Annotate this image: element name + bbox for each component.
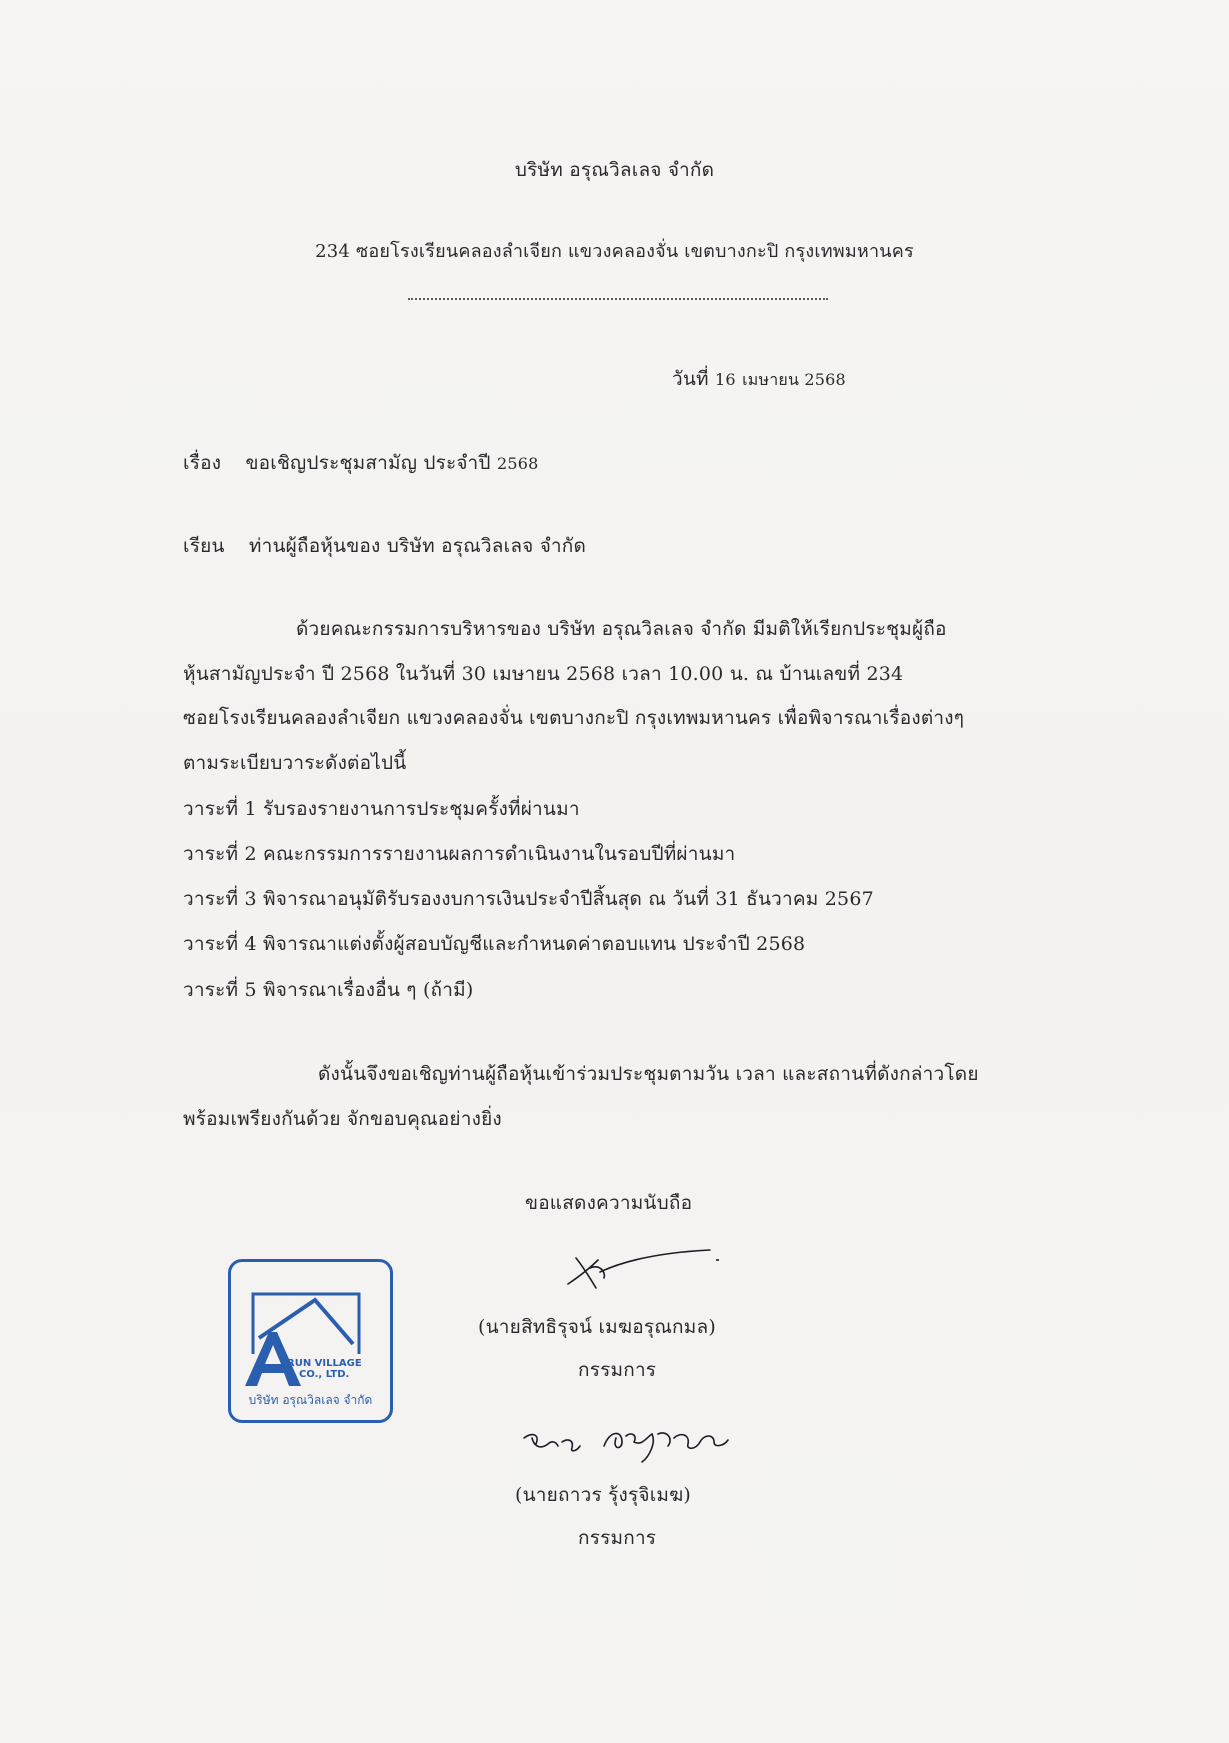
signature-2-image (518, 1416, 758, 1472)
letter-date (672, 366, 846, 393)
subject-year: 2568 (496, 454, 539, 473)
company-stamp (228, 1259, 393, 1423)
body-p1-line-3: ซอยโรงเรียนคลองลำเจียก แขวงคลองจั่น เขตบางกะปิ กรุงเทพมหานคร เพื่อพิจารณาเรื่องต่างๆ (183, 707, 965, 729)
agenda-item: วาระที่ 3 พิจารณาอนุมัติรับรองงบการเงินประจำปีสิ้นสุด ณ วันที่ 31 ธันวาคม 2567 (183, 888, 874, 910)
agenda-item: วาระที่ 2 คณะกรรมการรายงานผลการดำเนินงานในรอบปีที่ผ่านมา (183, 843, 736, 865)
subject-label: เรื่อง (183, 452, 222, 474)
company-name: บริษัท อรุณวิลเลจ จำกัด (514, 159, 715, 181)
date-day: 16 (715, 370, 736, 389)
signature-1-image (560, 1238, 730, 1298)
body-p2-line-1: ดังนั้นจึงขอเชิญท่านผู้ถือหุ้นเข้าร่วมประชุมตามวัน เวลา และสถานที่ดังกล่าวโดย (318, 1063, 979, 1085)
body-p1-line-1: ด้วยคณะกรรมการบริหารของ บริษัท อรุณวิลเลจ จำกัด มีมติให้เรียกประชุมผู้ถือ (296, 618, 947, 640)
agenda-item: วาระที่ 1 รับรองรายงานการประชุมครั้งที่ผ่านมา (183, 798, 580, 820)
body-p2-line-2: พร้อมเพรียงกันด้วย จักขอบคุณอย่างยิ่ง (183, 1108, 502, 1130)
stamp-text-line-2: CO., LTD. (299, 1369, 350, 1380)
signatory-1-title: กรรมการ (578, 1359, 657, 1381)
agenda-item: วาระที่ 5 พิจารณาเรื่องอื่น ๆ (ถ้ามี) (183, 979, 474, 1001)
recipient-text: ท่านผู้ถือหุ้นของ บริษัท อรุณวิลเลจ จำกัด (248, 535, 586, 557)
stamp-thai-name: บริษัท อรุณวิลเลจ จำกัด (248, 1393, 373, 1407)
header-dotted-rule (408, 298, 828, 300)
date-label: วันที่ (672, 368, 709, 390)
signatory-2-title: กรรมการ (578, 1527, 657, 1549)
body-p1-line-2: หุ้นสามัญประจำ ปี 2568 ในวันที่ 30 เมษายน 2568 เวลา 10.00 น. ณ บ้านเลขที่ 234 (183, 663, 904, 685)
subject-text: ขอเชิญประชุมสามัญ ประจำปี (245, 452, 491, 474)
company-address: 234 ซอยโรงเรียนคลองลำเจียก แขวงคลองจั่น เขตบางกะปิ กรุงเทพมหานคร (315, 241, 914, 262)
stamp-text-line-1: RUN VILLAGE (287, 1358, 362, 1369)
signatory-1-name: (นายสิทธิรุจน์ เมฆอรุณกมล) (478, 1316, 716, 1338)
closing-text: ขอแสดงความนับถือ (525, 1192, 693, 1214)
recipient-line (183, 533, 586, 559)
subject-line (183, 450, 538, 477)
signatory-2-name: (นายถาวร รุ้งรุจิเมฆ) (515, 1484, 692, 1506)
body-p1-line-4: ตามระเบียบวาระดังต่อไปนี้ (183, 752, 407, 774)
recipient-label: เรียน (183, 535, 225, 557)
date-month-year: เมษายน 2568 (742, 370, 846, 389)
agenda-item: วาระที่ 4 พิจารณาแต่งตั้งผู้สอบบัญชีและกำหนดค่าตอบแทน ประจำปี 2568 (183, 933, 806, 955)
